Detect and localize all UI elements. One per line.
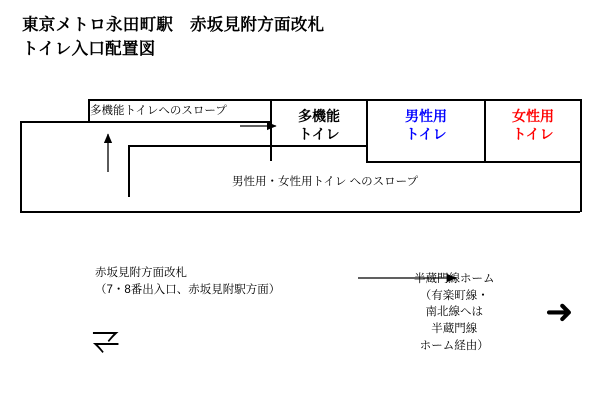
wall-mid-corridor-left xyxy=(128,145,130,197)
title-line-1: 東京メトロ永田町駅 赤坂見附方面改札 xyxy=(22,16,325,34)
caption-hanzomon-line1: 半蔵門線ホーム xyxy=(414,273,495,285)
caption-hanzomon-line3: 南北線へは xyxy=(425,306,483,319)
wall-mid-corridor-right xyxy=(366,145,368,161)
wall-right-lower xyxy=(580,191,582,212)
slope-label-mw-line1: 男性用・女性用トイレ xyxy=(232,176,347,188)
room-label-mens-line2: トイレ xyxy=(405,126,447,143)
wall-slope-bottom xyxy=(88,121,270,123)
wall-right-outer xyxy=(580,99,582,191)
arrow-right-icon: ➜ xyxy=(545,292,574,332)
wall-sep-mens-womens xyxy=(484,99,486,161)
wall-left-outer xyxy=(20,121,22,212)
caption-hanzomon-line2: （有楽町線・ xyxy=(419,289,489,302)
room-label-mens xyxy=(370,107,482,143)
wall-rooms-bottom xyxy=(366,161,580,163)
room-label-multi-line1: 多機能 xyxy=(298,108,340,124)
wall-left-top xyxy=(20,121,88,123)
floor-plan xyxy=(0,85,600,235)
slope-label-mens-womens xyxy=(232,175,418,191)
wall-top xyxy=(88,99,580,101)
caption-gate xyxy=(95,265,280,298)
caption-gate-line2: （7・8番出入口、赤坂見附駅方面） xyxy=(95,283,281,296)
room-label-womens-line2: トイレ xyxy=(512,126,554,143)
wall-bottom-outer xyxy=(20,211,580,213)
page-title xyxy=(22,14,324,62)
room-label-multi xyxy=(274,107,364,143)
arrow-down-left-icon: ⥩ xyxy=(92,319,120,359)
room-label-womens xyxy=(488,107,578,143)
wall-mid-corridor-top xyxy=(128,145,366,147)
slope-label-mw-line2: へのスロープ xyxy=(349,176,419,188)
caption-hanzomon-line4: 半蔵門線 xyxy=(431,323,478,336)
caption-gate-line1: 赤坂見附方面改札 xyxy=(95,267,187,279)
title-line-2: トイレ入口配置図 xyxy=(22,39,156,58)
slope-label-multi: 多機能トイレへのスロープ xyxy=(90,105,227,117)
room-label-womens-line1: 女性用 xyxy=(512,108,554,124)
room-label-multi-line2: トイレ xyxy=(298,126,340,143)
caption-hanzomon xyxy=(414,271,495,354)
room-label-mens-line1: 男性用 xyxy=(405,108,447,124)
caption-hanzomon-line5: ホーム経由） xyxy=(419,339,489,352)
wall-sep-multi-left xyxy=(270,99,272,161)
